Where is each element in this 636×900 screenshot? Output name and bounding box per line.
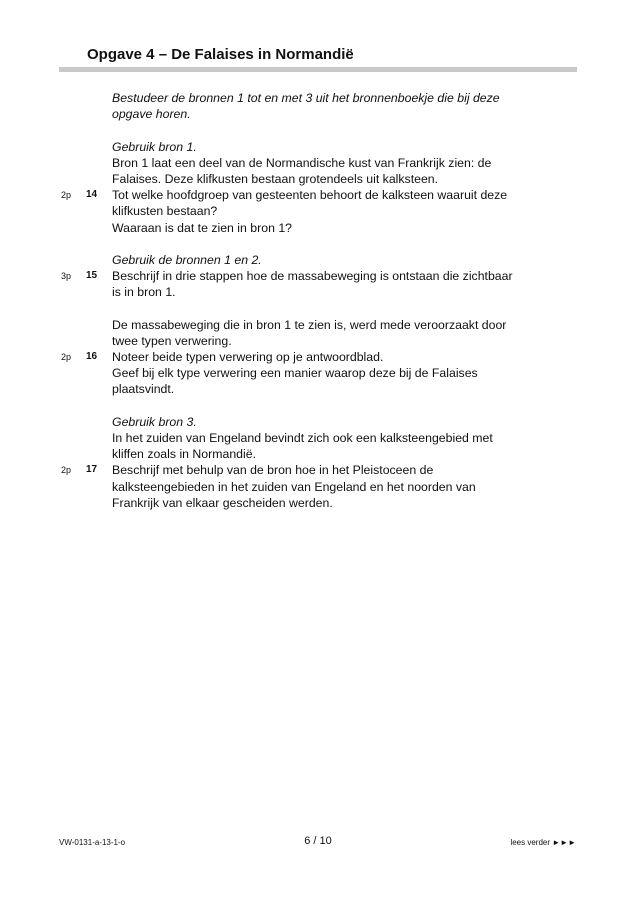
context-line: kliffen zoals in Normandië. — [112, 447, 256, 462]
question-14-line: klifkusten bestaan? — [112, 204, 218, 219]
page-content — [0, 90, 636, 511]
spacer — [0, 398, 636, 414]
instruction-line: Gebruik de bronnen 1 en 2. — [112, 252, 262, 267]
title-rule — [59, 67, 577, 72]
spacer — [0, 122, 636, 138]
question-16-line: Geef bij elk type verwering een manier waarop deze bij de Falaises — [112, 366, 478, 381]
continue-indicator: lees verder ►►► — [510, 838, 576, 847]
question-14-points: 2p — [61, 190, 72, 201]
page-footer — [0, 836, 636, 850]
instruction-line: Gebruik bron 1. — [112, 139, 197, 154]
context-line: In het zuiden van Engeland bevindt zich ook een kalksteengebied met — [112, 430, 493, 445]
context-line: Falaises. Deze klifkusten bestaan grotendeels uit kalksteen. — [112, 171, 439, 186]
spacer — [0, 236, 636, 252]
page-title: Opgave 4 – De Falaises in Normandië — [87, 46, 354, 63]
intro-line: Bestudeer de bronnen 1 tot en met 3 uit het bronnenboekje die bij deze — [112, 91, 500, 105]
question-16-points: 2p — [61, 352, 72, 362]
context-line: twee typen verwering. — [112, 333, 232, 348]
context-line: Bron 1 laat een deel van de Normandische kust van Frankrijk zien: de — [112, 155, 492, 170]
question-17-line: kalksteengebieden in het zuiden van Engeland en het noorden van — [112, 479, 476, 494]
question-16-number: 16 — [86, 351, 98, 362]
context-line: De massabeweging die in bron 1 te zien is, werd mede veroorzaakt door — [112, 317, 507, 332]
question-14-line: Waaraan is dat te zien in bron 1? — [112, 220, 293, 235]
question-17-line: 2p 17 Beschrijf met behulp van de bron hoe in het Pleistoceen de — [61, 463, 434, 478]
spacer — [0, 300, 636, 316]
question-14-line: 2p 14 Tot welke hoofdgroep van gesteenten behoort de kalksteen waaruit deze — [61, 188, 508, 203]
question-15-points: 3p — [61, 271, 72, 282]
exam-code: VW-0131-a-13-1-o — [59, 838, 126, 847]
question-15-line: 3p 15 Beschrijf in drie stappen hoe de massabeweging is ontstaan die zichtbaar — [61, 269, 513, 284]
question-14-number: 14 — [86, 189, 98, 201]
question-17-number: 17 — [86, 464, 98, 476]
question-17-points: 2p — [61, 465, 72, 476]
question-16-line: 2p 16 Noteer beide typen verwering op je antwoordblad. — [61, 350, 384, 364]
instruction-line: Gebruik bron 3. — [112, 414, 197, 429]
intro-line: opgave horen. — [112, 107, 191, 122]
question-15-number: 15 — [86, 270, 98, 282]
question-17-line: Frankrijk van elkaar gescheiden werden. — [112, 495, 333, 510]
question-15-line: is in bron 1. — [112, 285, 176, 300]
question-16-line: plaatsvindt. — [112, 382, 175, 397]
page-number: 6 / 10 — [304, 835, 332, 847]
